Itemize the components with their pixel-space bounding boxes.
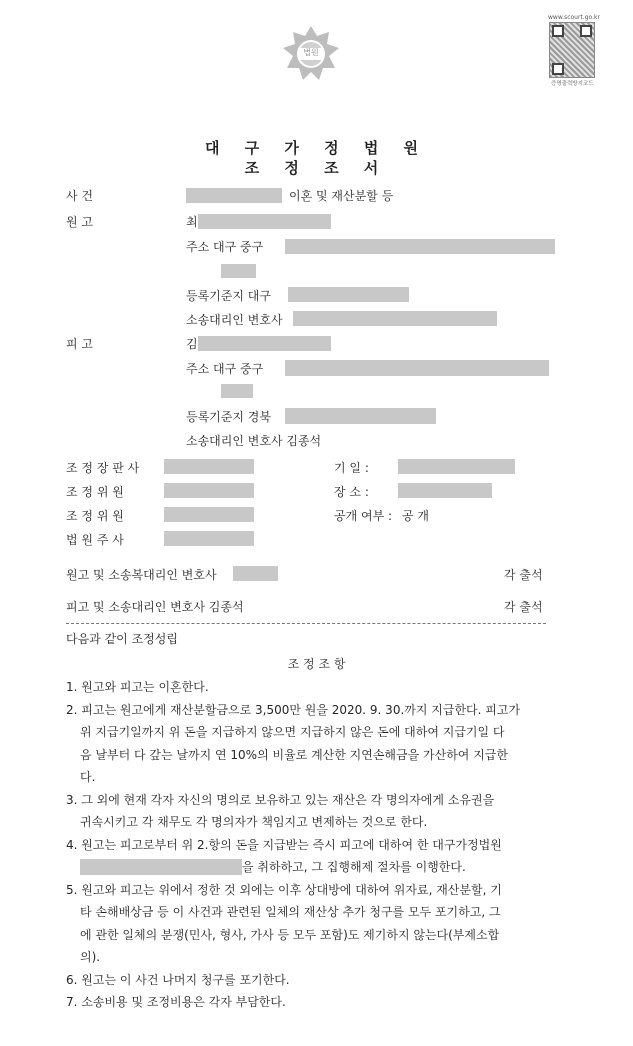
redaction [398, 459, 515, 474]
redaction [80, 859, 242, 875]
place-label: 장 소 : [334, 485, 369, 499]
defendant-label: 피 고 [66, 337, 93, 351]
judge-label: 조 정 장 판 사 [66, 461, 140, 475]
clause-5-line-4: 의). [80, 950, 101, 964]
defendant-attorney: 소송대리인 변호사 김종석 [186, 434, 322, 448]
plaintiff-label: 원 고 [66, 215, 93, 229]
redaction [221, 264, 256, 278]
public-value: 공 개 [402, 509, 429, 523]
qr-code [549, 22, 595, 78]
clauses [66, 676, 556, 1014]
seal-text: 법원 [303, 48, 319, 57]
plaintiff-attendance-status: 각 출석 [504, 568, 543, 582]
clause-2-line-3: 음 날부터 다 갚는 날까지 연 10%의 비율로 계산한 지연손해금을 가산하여 지급한 [80, 747, 508, 762]
defendant-name: 김 [186, 337, 198, 351]
clause-3-line-1: 3. 그 외에 현재 각자 자신의 명의로 보유하고 있는 재산은 각 명의자에게 소유권을 [66, 792, 495, 807]
defendant-attendance-status: 각 출석 [504, 600, 543, 614]
redaction [398, 483, 492, 498]
court-name: 대 구 가 정 법 원 [204, 139, 429, 157]
defendant-attendance: 피고 및 소송대리인 변호사 김종석 [66, 600, 244, 614]
clause-2-line-2: 위 지급기일까지 위 돈을 지급하지 않으면 지급하지 않은 돈에 대하여 지급기일 다 [80, 725, 505, 739]
clause-5-line-3: 에 관한 일체의 분쟁(민사, 형사, 가사 등 모두 포함)도 제기하지 않는다(부제소합 [80, 927, 500, 942]
plaintiff-address: 주소 대구 중구 [186, 240, 264, 254]
redaction [198, 214, 331, 229]
redaction [164, 483, 254, 498]
redaction [233, 566, 278, 581]
clause-2-line-4: 다. [80, 770, 96, 784]
clerk-label: 법 원 주 사 [66, 533, 124, 547]
case-label: 사 건 [66, 189, 93, 203]
defendant-registry: 등록기준지 경북 [186, 410, 271, 424]
redaction [186, 188, 282, 203]
clause-5-line-2: 타 손해배상금 등 이 사건과 관련된 일체의 재산상 추가 청구를 모두 포기하고, 그 [80, 905, 501, 919]
document-title: 조 정 조 서 [244, 159, 389, 177]
plaintiff-registry: 등록기준지 대구 [186, 289, 271, 303]
plaintiff-name: 최 [186, 215, 198, 229]
date-label: 기 일 : [334, 461, 369, 475]
qr-caption: 증명출력방지코드 [551, 81, 594, 87]
redaction [164, 507, 254, 522]
mediator-1-label: 조 정 위 원 [66, 485, 124, 499]
defendant-address: 주소 대구 중구 [186, 362, 264, 376]
redaction [164, 531, 254, 546]
section-title: 조 정 조 항 [287, 657, 346, 671]
qr-url: www.scourt.go.kr [548, 14, 600, 21]
clause-4-line-2 [66, 856, 556, 879]
plaintiff-attendance: 원고 및 소송복대리인 변호사 [66, 568, 217, 582]
public-label: 공개 여부 : [334, 509, 393, 523]
intro-text: 다음과 같이 조정성립 [66, 632, 178, 646]
divider-line [66, 623, 546, 624]
court-seal-emblem [281, 24, 341, 84]
clause-1: 1. 원고와 피고는 이혼한다. [66, 680, 209, 694]
redaction [198, 336, 331, 351]
redaction [285, 239, 555, 254]
redaction [164, 459, 254, 474]
case-title: 이혼 및 재산분할 등 [289, 189, 394, 203]
clause-4-line-2-text: 을 취하하고, 그 집행해제 절차를 이행한다. [242, 860, 466, 874]
clause-5-line-1: 5. 원고와 피고는 위에서 정한 것 외에는 이후 상대방에 대하여 위자료, 재산분할, 기 [66, 882, 502, 897]
redaction [293, 311, 497, 326]
clause-3-line-2: 귀속시키고 각 채무도 각 명의자가 책임지고 변제하는 것으로 한다. [80, 815, 428, 829]
mediator-2-label: 조 정 위 원 [66, 509, 124, 523]
redaction [288, 287, 409, 302]
clause-6: 6. 원고는 이 사건 나머지 청구를 포기한다. [66, 972, 290, 987]
plaintiff-attorney: 소송대리인 변호사 [186, 313, 283, 327]
clause-4-line-1: 4. 원고는 피고로부터 위 2.항의 돈을 지급받는 즉시 피고에 대하여 한 대구가정법원 [66, 837, 502, 852]
redaction [221, 384, 253, 398]
clause-7: 7. 소송비용 및 조정비용은 각자 부담한다. [66, 995, 286, 1009]
clause-2-line-1: 2. 피고는 원고에게 재산분할금으로 3,500만 원을 2020. 9. 30.까지 지급한다. 피고가 [66, 702, 521, 717]
redaction [285, 360, 549, 376]
redaction [285, 408, 436, 424]
